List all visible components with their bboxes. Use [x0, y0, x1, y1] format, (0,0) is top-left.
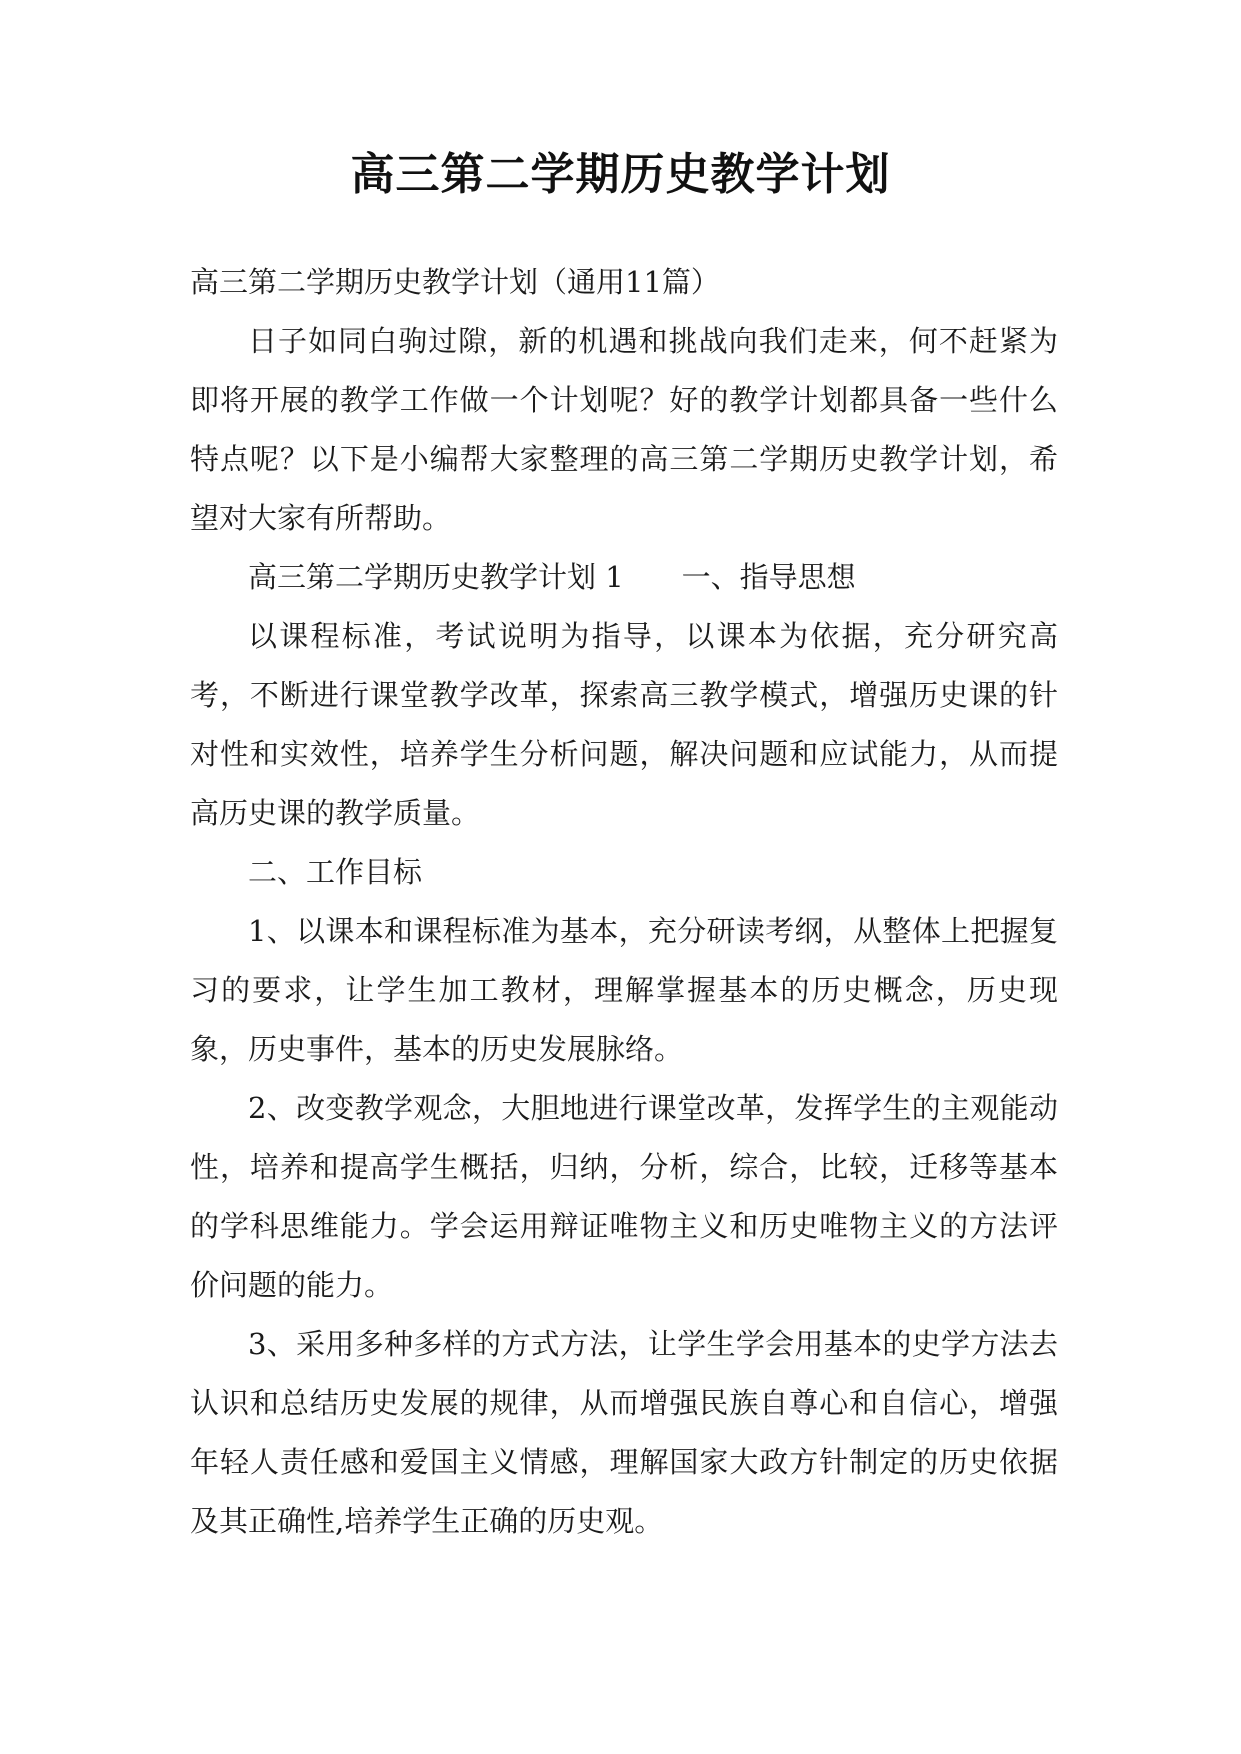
section-heading-plan-1: 高三第二学期历史教学计划 1 一、指导思想: [248, 560, 856, 594]
subtitle-paragraph: 高三第二学期历史教学计划（通用11篇）: [190, 265, 720, 299]
intro-paragraph: 日子如同白驹过隙，新的机遇和挑战向我们走来，何不赶紧为即将开展的教学工作做一个计划呢？好的教学计划都具备一些什么特点呢？以下是小编帮大家整理的高三第二学期历史教学计划，希望对大家有所帮助。: [190, 324, 1058, 535]
goal-item-3: 3、采用多种多样的方式方法，让学生学会用基本的史学方法去认识和总结历史发展的规律，从而增强民族自尊心和自信心，增强年轻人责任感和爱国主义情感，理解国家大政方针制定的历史依据及其正确性,培养学生正确的历史观。: [190, 1327, 1058, 1538]
document-title: 高三第二学期历史教学计划: [350, 149, 891, 200]
section-heading-work-goals: 二、工作目标: [248, 855, 423, 889]
document-body: [190, 253, 1058, 1551]
goal-item-2: 2、改变教学观念，大胆地进行课堂改革，发挥学生的主观能动性，培养和提高学生概括，归纳，分析，综合，比较，迁移等基本的学科思维能力。学会运用辩证唯物主义和历史唯物主义的方法评价问题的能力。: [190, 1091, 1058, 1302]
goal-item-1: 1、以课本和课程标准为基本，充分研读考纲，从整体上把握复习的要求，让学生加工教材，理解掌握基本的历史概念，历史现象，历史事件，基本的历史发展脉络。: [190, 914, 1058, 1066]
guiding-ideology-paragraph: 以课程标准，考试说明为指导，以课本为依据，充分研究高考，不断进行课堂教学改革，探索高三教学模式，增强历史课的针对性和实效性，培养学生分析问题，解决问题和应试能力，从而提高历史课的教学质量。: [190, 619, 1058, 830]
